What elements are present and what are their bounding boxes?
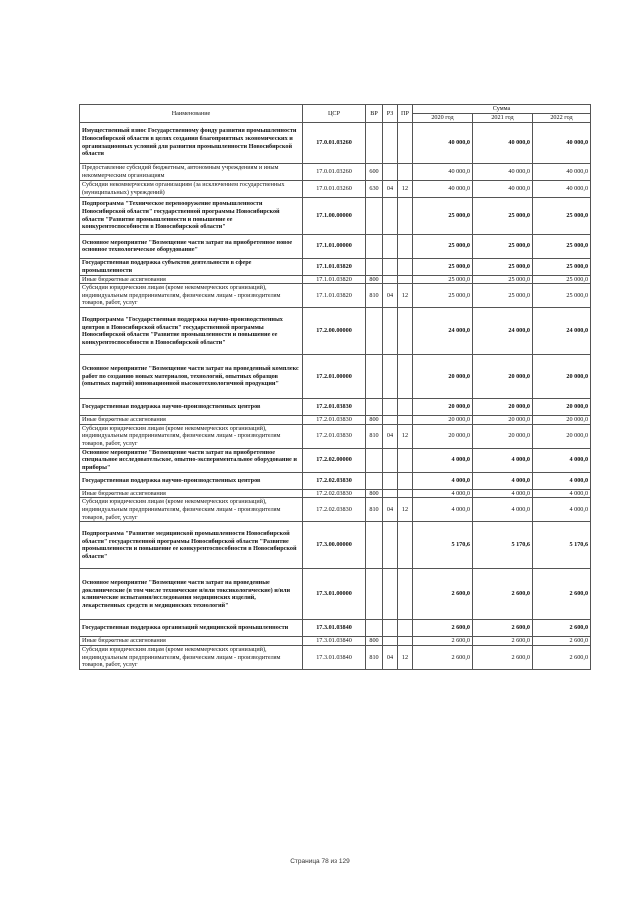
- row-name: Государственная поддержка субъектов деятельности в сфере промышленности: [80, 258, 303, 275]
- row-2020: 2 600,0: [413, 569, 473, 620]
- row-rz: 04: [383, 645, 398, 669]
- row-rz: [383, 448, 398, 472]
- row-rz: [383, 234, 398, 258]
- row-2020: 4 000,0: [413, 489, 473, 498]
- row-2022: 25 000,0: [533, 258, 591, 275]
- row-2020: 25 000,0: [413, 234, 473, 258]
- row-2021: 2 600,0: [473, 637, 533, 646]
- row-name: Государственная поддержка научно-производственных центров: [80, 472, 303, 489]
- row-2021: 25 000,0: [473, 284, 533, 308]
- row-rz: [383, 522, 398, 569]
- row-csr: 17.3.00.00000: [303, 522, 366, 569]
- row-2021: 40 000,0: [473, 163, 533, 180]
- row-pr: [398, 569, 413, 620]
- header-year-2020: 2020 год: [413, 114, 473, 123]
- table-row: [80, 399, 591, 416]
- row-2022: 2 600,0: [533, 637, 591, 646]
- row-csr: 17.1.00.00000: [303, 197, 366, 234]
- row-2020: 2 600,0: [413, 637, 473, 646]
- row-2020: 25 000,0: [413, 275, 473, 284]
- row-2020: 20 000,0: [413, 416, 473, 425]
- row-name: Государственная поддержка организаций медицинской промышленности: [80, 620, 303, 637]
- row-pr: [398, 489, 413, 498]
- row-name: Предоставление субсидий бюджетным, автономным учреждениям и иным некоммерческим организациям: [80, 163, 303, 180]
- header-sum: Сумма: [413, 105, 591, 114]
- row-2022: 4 000,0: [533, 448, 591, 472]
- row-vr: 800: [366, 489, 383, 498]
- row-vr: 800: [366, 637, 383, 646]
- header-name: Наименование: [80, 105, 303, 123]
- row-vr: [366, 234, 383, 258]
- row-2020: 25 000,0: [413, 258, 473, 275]
- row-name: Основное мероприятие "Возмещение части затрат на приобретенное новое основное технологическое оборудование": [80, 234, 303, 258]
- row-2022: 25 000,0: [533, 275, 591, 284]
- row-2021: 2 600,0: [473, 569, 533, 620]
- row-pr: 12: [398, 284, 413, 308]
- row-2022: 4 000,0: [533, 489, 591, 498]
- row-vr: 630: [366, 180, 383, 197]
- row-rz: [383, 258, 398, 275]
- row-rz: [383, 308, 398, 355]
- row-name: Основное мероприятие "Возмещение части затрат на проведенные доклинические (в том числе технические и/или токсикологические) и/или клинические испытания/исследования медицинских изделий, лекарственных средств и медицинских технологий": [80, 569, 303, 620]
- row-csr: 17.2.01.03830: [303, 424, 366, 448]
- row-pr: [398, 122, 413, 163]
- table-row: [80, 275, 591, 284]
- row-vr: [366, 472, 383, 489]
- row-2022: 2 600,0: [533, 569, 591, 620]
- table-row: [80, 645, 591, 669]
- row-csr: 17.3.01.00000: [303, 569, 366, 620]
- row-2021: 25 000,0: [473, 234, 533, 258]
- row-2022: 25 000,0: [533, 284, 591, 308]
- row-2020: 20 000,0: [413, 355, 473, 399]
- row-name: Государственная поддержка научно-производственных центров: [80, 399, 303, 416]
- table-row: [80, 163, 591, 180]
- row-2022: 40 000,0: [533, 163, 591, 180]
- table-row: [80, 197, 591, 234]
- row-rz: [383, 620, 398, 637]
- row-rz: [383, 489, 398, 498]
- row-rz: 04: [383, 180, 398, 197]
- table-row: [80, 569, 591, 620]
- row-2022: 4 000,0: [533, 472, 591, 489]
- row-name: Иные бюджетные ассигнования: [80, 637, 303, 646]
- row-2022: 20 000,0: [533, 416, 591, 425]
- row-csr: 17.2.01.03830: [303, 399, 366, 416]
- row-2021: 4 000,0: [473, 472, 533, 489]
- row-2022: 24 000,0: [533, 308, 591, 355]
- row-2021: 2 600,0: [473, 620, 533, 637]
- row-rz: [383, 569, 398, 620]
- page-footer: Страница 78 из 129: [290, 858, 350, 865]
- row-vr: 810: [366, 645, 383, 669]
- row-csr: 17.1.01.03820: [303, 275, 366, 284]
- row-csr: 17.2.02.03830: [303, 489, 366, 498]
- header-row-1: [80, 105, 591, 114]
- row-vr: 810: [366, 424, 383, 448]
- row-pr: [398, 355, 413, 399]
- row-2022: 25 000,0: [533, 197, 591, 234]
- row-2020: 5 170,6: [413, 522, 473, 569]
- row-2021: 4 000,0: [473, 498, 533, 522]
- row-2021: 40 000,0: [473, 122, 533, 163]
- row-pr: [398, 197, 413, 234]
- row-rz: 04: [383, 284, 398, 308]
- row-2021: 20 000,0: [473, 355, 533, 399]
- row-name: Субсидии некоммерческим организациям (за исключением государственных (муниципальных) учреждений): [80, 180, 303, 197]
- row-csr: 17.1.01.03820: [303, 284, 366, 308]
- table-row: [80, 416, 591, 425]
- row-rz: [383, 163, 398, 180]
- row-rz: [383, 275, 398, 284]
- table-row: [80, 489, 591, 498]
- row-2020: 20 000,0: [413, 424, 473, 448]
- row-2021: 20 000,0: [473, 399, 533, 416]
- row-csr: 17.1.01.03820: [303, 258, 366, 275]
- row-pr: 12: [398, 424, 413, 448]
- row-2021: 4 000,0: [473, 489, 533, 498]
- table-row: [80, 180, 591, 197]
- row-pr: [398, 399, 413, 416]
- row-2022: 40 000,0: [533, 180, 591, 197]
- row-csr: 17.1.01.00000: [303, 234, 366, 258]
- header-csr: ЦСР: [303, 105, 366, 123]
- row-2020: 24 000,0: [413, 308, 473, 355]
- row-pr: 12: [398, 180, 413, 197]
- row-pr: [398, 275, 413, 284]
- row-name: Подпрограмма "Развитие медицинской промышленности Новосибирской области" государственной программы Новосибирской области "Развитие промышленности и повышение ее конкурентоспособности в Новосибирской области": [80, 522, 303, 569]
- table-row: [80, 284, 591, 308]
- row-2021: 20 000,0: [473, 416, 533, 425]
- row-vr: [366, 399, 383, 416]
- row-csr: 17.3.01.03840: [303, 620, 366, 637]
- table-row: [80, 424, 591, 448]
- table-row: [80, 448, 591, 472]
- row-pr: [398, 472, 413, 489]
- row-rz: [383, 399, 398, 416]
- row-csr: 17.2.01.00000: [303, 355, 366, 399]
- table-row: [80, 308, 591, 355]
- row-vr: [366, 122, 383, 163]
- row-name: Иные бюджетные ассигнования: [80, 416, 303, 425]
- row-2021: 25 000,0: [473, 258, 533, 275]
- row-rz: [383, 637, 398, 646]
- header-rz: РЗ: [383, 105, 398, 123]
- row-rz: 04: [383, 424, 398, 448]
- table-row: [80, 234, 591, 258]
- row-pr: [398, 163, 413, 180]
- row-name: Основное мероприятие "Возмещение части затрат на приобретенное специальное исследовательское, опытно-экспериментальное оборудование и приборы": [80, 448, 303, 472]
- row-pr: 12: [398, 645, 413, 669]
- row-csr: 17.2.02.03830: [303, 498, 366, 522]
- row-name: Основное мероприятие "Возмещение части затрат на проведенный комплекс работ по созданию новых материалов, технологий, опытных образцов (опытных партий) инновационной высокотехнологичной продукции": [80, 355, 303, 399]
- row-vr: [366, 522, 383, 569]
- row-pr: [398, 637, 413, 646]
- row-csr: 17.0.01.03260: [303, 163, 366, 180]
- row-rz: [383, 122, 398, 163]
- row-vr: [366, 308, 383, 355]
- header-year-2021: 2021 год: [473, 114, 533, 123]
- row-2020: 4 000,0: [413, 472, 473, 489]
- row-2022: 5 170,6: [533, 522, 591, 569]
- row-name: Субсидии юридическим лицам (кроме некоммерческих организаций), индивидуальным предпринимателям, физическим лицам - производителям товаров, работ, услуг: [80, 645, 303, 669]
- table-row: [80, 522, 591, 569]
- row-csr: 17.3.01.03840: [303, 645, 366, 669]
- row-2022: 25 000,0: [533, 234, 591, 258]
- header-pr: ПР: [398, 105, 413, 123]
- row-vr: [366, 355, 383, 399]
- table-row: [80, 472, 591, 489]
- row-name: Иные бюджетные ассигнования: [80, 275, 303, 284]
- table-row: [80, 498, 591, 522]
- row-rz: 04: [383, 498, 398, 522]
- row-rz: [383, 416, 398, 425]
- row-2021: 2 600,0: [473, 645, 533, 669]
- row-2020: 40 000,0: [413, 163, 473, 180]
- row-2022: 40 000,0: [533, 122, 591, 163]
- row-2021: 20 000,0: [473, 424, 533, 448]
- row-csr: 17.2.02.03830: [303, 472, 366, 489]
- row-2021: 4 000,0: [473, 448, 533, 472]
- row-vr: 600: [366, 163, 383, 180]
- table-row: [80, 637, 591, 646]
- row-vr: [366, 258, 383, 275]
- row-rz: [383, 472, 398, 489]
- row-2021: 25 000,0: [473, 275, 533, 284]
- row-2020: 4 000,0: [413, 448, 473, 472]
- row-name: Иные бюджетные ассигнования: [80, 489, 303, 498]
- row-2021: 25 000,0: [473, 197, 533, 234]
- row-2022: 2 600,0: [533, 620, 591, 637]
- row-2022: 20 000,0: [533, 399, 591, 416]
- table-row: [80, 122, 591, 163]
- header-year-2022: 2022 год: [533, 114, 591, 123]
- row-2022: 2 600,0: [533, 645, 591, 669]
- row-name: Имущественный взнос Государственному фонду развития промышленности Новосибирской области в целях создания благоприятных экономических и организационных условий для развития промышленности Новосибирской области: [80, 122, 303, 163]
- row-2022: 20 000,0: [533, 355, 591, 399]
- header-vr: ВР: [366, 105, 383, 123]
- row-csr: 17.2.02.00000: [303, 448, 366, 472]
- row-pr: [398, 416, 413, 425]
- row-2020: 2 600,0: [413, 645, 473, 669]
- row-pr: [398, 234, 413, 258]
- row-vr: [366, 620, 383, 637]
- row-csr: 17.3.01.03840: [303, 637, 366, 646]
- row-pr: [398, 308, 413, 355]
- row-vr: 810: [366, 498, 383, 522]
- row-csr: 17.2.01.03830: [303, 416, 366, 425]
- row-name: Субсидии юридическим лицам (кроме некоммерческих организаций), индивидуальным предпринимателям, физическим лицам - производителям товаров, работ, услуг: [80, 424, 303, 448]
- row-2021: 40 000,0: [473, 180, 533, 197]
- row-pr: [398, 448, 413, 472]
- row-vr: 800: [366, 275, 383, 284]
- row-vr: 810: [366, 284, 383, 308]
- row-csr: 17.0.01.03260: [303, 122, 366, 163]
- row-pr: [398, 620, 413, 637]
- row-2020: 4 000,0: [413, 498, 473, 522]
- row-name: Субсидии юридическим лицам (кроме некоммерческих организаций), индивидуальным предпринимателям, физическим лицам - производителям товаров, работ, услуг: [80, 284, 303, 308]
- row-csr: 17.2.00.00000: [303, 308, 366, 355]
- row-vr: 800: [366, 416, 383, 425]
- budget-table: [79, 104, 591, 670]
- row-2021: 24 000,0: [473, 308, 533, 355]
- row-name: Подпрограмма "Техническое перевооружение промышленности Новосибирской области" государственной программы Новосибирской области "Развитие промышленности и повышение ее конкурентоспособности в Новосибирской области": [80, 197, 303, 234]
- row-vr: [366, 569, 383, 620]
- row-2020: 25 000,0: [413, 284, 473, 308]
- row-vr: [366, 448, 383, 472]
- table-row: [80, 258, 591, 275]
- row-2022: 4 000,0: [533, 498, 591, 522]
- row-vr: [366, 197, 383, 234]
- row-pr: [398, 258, 413, 275]
- row-name: Подпрограмма "Государственная поддержка научно-производственных центров в Новосибирской области" государственной программы Новосибирской области "Развитие промышленности и повышение ее конкурентоспособности в Новосибирской области": [80, 308, 303, 355]
- row-2020: 25 000,0: [413, 197, 473, 234]
- row-2022: 20 000,0: [533, 424, 591, 448]
- row-2020: 2 600,0: [413, 620, 473, 637]
- row-rz: [383, 197, 398, 234]
- row-csr: 17.0.01.03260: [303, 180, 366, 197]
- row-2020: 40 000,0: [413, 180, 473, 197]
- row-2020: 20 000,0: [413, 399, 473, 416]
- row-name: Субсидии юридическим лицам (кроме некоммерческих организаций), индивидуальным предпринимателям, физическим лицам - производителям товаров, работ, услуг: [80, 498, 303, 522]
- table-row: [80, 355, 591, 399]
- row-2020: 40 000,0: [413, 122, 473, 163]
- row-pr: 12: [398, 498, 413, 522]
- row-pr: [398, 522, 413, 569]
- table-row: [80, 620, 591, 637]
- row-2021: 5 170,6: [473, 522, 533, 569]
- row-rz: [383, 355, 398, 399]
